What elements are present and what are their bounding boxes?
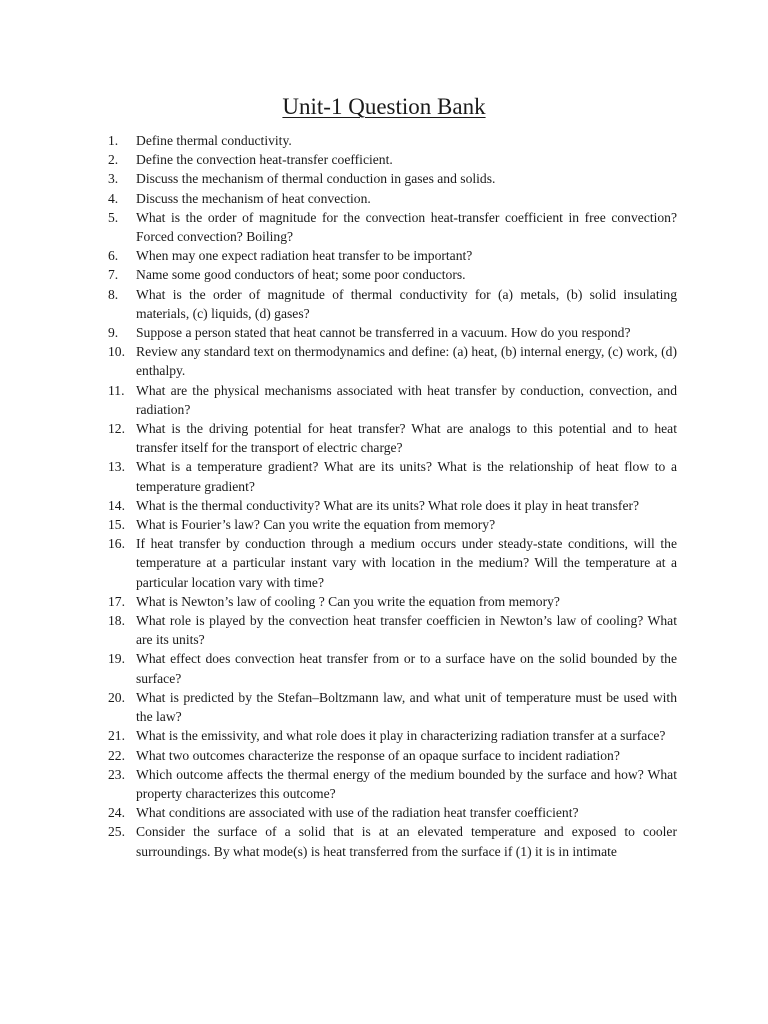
question-text: When may one expect radiation heat transfer to be important? xyxy=(136,248,473,264)
question-item xyxy=(108,150,677,169)
question-item xyxy=(108,246,677,265)
question-number: 17. xyxy=(108,593,125,609)
question-number: 14. xyxy=(108,497,125,513)
question-item xyxy=(108,746,677,765)
question-item xyxy=(108,534,677,592)
question-item xyxy=(108,381,677,419)
question-number: 24. xyxy=(108,805,125,821)
question-item xyxy=(108,323,677,342)
question-text: If heat transfer by conduction through a medium occurs under steady-state conditions, will the temperature at a particular instant vary with location in the medium? Will the temperature at a particular location vary with time? xyxy=(136,536,677,590)
question-text: Review any standard text on thermodynamics and define: (a) heat, (b) internal energy, (c) work, (d) enthalpy. xyxy=(136,344,677,379)
question-number: 25. xyxy=(108,824,125,840)
question-number: 6. xyxy=(108,248,119,264)
question-text: Consider the surface of a solid that is at an elevated temperature and exposed to cooler surroundings. By what mode(s) is heat transferred from the surface if (1) it is in intimate xyxy=(136,824,677,859)
question-item xyxy=(108,611,677,649)
question-number: 21. xyxy=(108,728,125,744)
question-number: 7. xyxy=(108,267,119,283)
question-number: 8. xyxy=(108,286,119,302)
question-text: Define the convection heat-transfer coefficient. xyxy=(136,152,393,168)
question-text: What is the thermal conductivity? What are its units? What role does it play in heat transfer? xyxy=(136,497,640,513)
question-item xyxy=(108,208,677,246)
question-item xyxy=(108,169,677,188)
question-text: What effect does convection heat transfer from or to a surface have on the solid bounded by the surface? xyxy=(136,651,677,686)
question-number: 13. xyxy=(108,459,125,475)
question-item xyxy=(108,592,677,611)
question-number: 11. xyxy=(108,382,125,398)
question-text: What role is played by the convection heat transfer coefficien in Newton’s law of cooling? What are its units? xyxy=(136,613,677,648)
question-number: 20. xyxy=(108,689,125,705)
question-item xyxy=(108,822,677,860)
question-item xyxy=(108,726,677,745)
question-text: What is the driving potential for heat transfer? What are analogs to this potential and to heat transfer itself for the transport of electric charge? xyxy=(136,421,677,456)
question-number: 15. xyxy=(108,517,125,533)
question-item xyxy=(108,496,677,515)
page-title: Unit-1 Question Bank xyxy=(282,94,486,119)
question-text: What conditions are associated with use of the radiation heat transfer coefficient? xyxy=(136,805,579,821)
question-item xyxy=(108,189,677,208)
question-text: What is a temperature gradient? What are its units? What is the relationship of heat flow to a temperature gradient? xyxy=(136,459,677,494)
question-item xyxy=(108,765,677,803)
question-item xyxy=(108,419,677,457)
question-text: What is the order of magnitude for the convection heat-transfer coefficient in free convection? Forced convection? Boiling? xyxy=(136,209,677,245)
question-number: 19. xyxy=(108,651,125,667)
question-item xyxy=(108,515,677,534)
question-text: Define thermal conductivity. xyxy=(136,133,292,148)
question-number: 3. xyxy=(108,171,119,187)
question-number: 4. xyxy=(108,190,119,206)
question-number: 5. xyxy=(108,209,119,225)
question-text: What is the order of magnitude of thermal conductivity for (a) metals, (b) solid insulating materials, (c) liquids, (d) gases? xyxy=(136,286,677,321)
question-number: 1. xyxy=(108,133,119,148)
question-item xyxy=(108,688,677,726)
question-item xyxy=(108,457,677,495)
question-number: 16. xyxy=(108,536,125,552)
question-text: Which outcome affects the thermal energy of the medium bounded by the surface and how? What property characterizes this outcome? xyxy=(136,766,677,801)
question-list xyxy=(108,131,677,861)
question-item xyxy=(108,342,677,380)
question-item xyxy=(108,285,677,323)
question-text: What is predicted by the Stefan–Boltzmann law, and what unit of temperature must be used with the law? xyxy=(136,689,677,725)
question-item xyxy=(108,265,677,284)
question-item xyxy=(108,131,677,150)
question-text: What are the physical mechanisms associated with heat transfer by conduction, convection, and radiation? xyxy=(136,382,677,417)
question-number: 12. xyxy=(108,421,125,437)
question-text: What two outcomes characterize the response of an opaque surface to incident radiation? xyxy=(136,747,620,763)
question-text: Discuss the mechanism of heat convection. xyxy=(136,190,371,206)
question-text: Name some good conductors of heat; some poor conductors. xyxy=(136,267,466,283)
question-text: Discuss the mechanism of thermal conduction in gases and solids. xyxy=(136,171,496,187)
question-number: 18. xyxy=(108,613,125,629)
question-number: 2. xyxy=(108,152,119,168)
question-number: 23. xyxy=(108,766,125,782)
question-text: What is Newton’s law of cooling ? Can you write the equation from memory? xyxy=(136,593,560,609)
question-text: What is the emissivity, and what role does it play in characterizing radiation transfer at a surface? xyxy=(136,728,666,744)
question-item xyxy=(108,649,677,687)
question-number: 9. xyxy=(108,325,119,341)
question-item xyxy=(108,803,677,822)
question-number: 10. xyxy=(108,344,125,360)
question-number: 22. xyxy=(108,747,125,763)
question-text: What is Fourier’s law? Can you write the equation from memory? xyxy=(136,517,496,533)
question-text: Suppose a person stated that heat cannot be transferred in a vacuum. How do you respond? xyxy=(136,325,631,341)
